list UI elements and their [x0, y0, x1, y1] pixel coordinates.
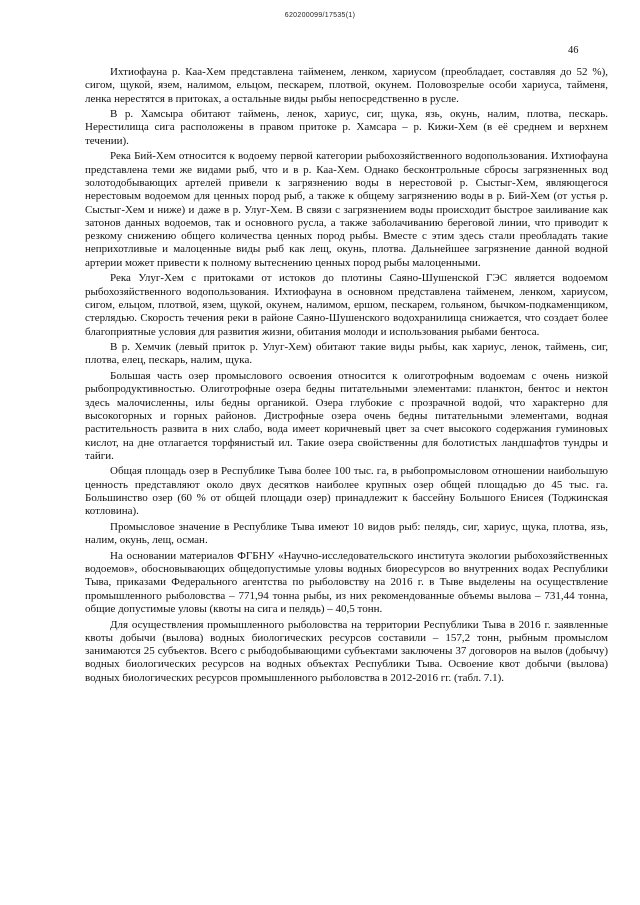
page-number: 46	[568, 45, 579, 56]
document-body	[85, 66, 608, 687]
paragraph-industrial-fishing: Для осуществления промышленного рыболовства на территории Республики Тыва в 2016 г. заявленные квоты добычи (вылова) водных биологических ресурсов составили – 157,2 тонн, рыбным промыслом занимаются 25 субъектов. Всего с рыбодобывающими субъектами заключены 37 договоров на вылов (добычу) водных биологических ресурсов на водных объектах Республики Тыва. Освоение квот добычи (вылова) водных биологических ресурсов промышленного рыболовства в 2012-2016 гг. (табл. 7.1).	[85, 618, 608, 684]
paragraph-lakes-area: Общая площадь озер в Республике Тыва более 100 тыс. га, в рыбопромысловом отношении наибольшую ценность представляют около двух десятков наиболее крупных озер общей площадью до 45 тыс. га. Большинство озер (60 % от общей площади озер) принадлежит к бассейну Большого Енисея (Тоджинская котловина).	[85, 465, 608, 518]
paragraph-lakes-types: Большая часть озер промыслового освоения относится к олиготрофным водоемам с очень низкой рыбопродуктивностью. Олиготрофные озера бедны питательными элементами: планктон, бентос и нектон здесь малочисленны, илы бедны органикой. Озера глубокие с прозрачной водой, что характерно для высокогорных и горных районов. Дистрофные озера очень бедны питательными элементами, водная растительность развита в них слабо, вода имеет коричневый цвет за счет высокого содержания гуминовых кислот, на дне отлагается торфянистый ил. Такие озера свойственны для болотистых ландшафтов тундры и тайги.	[85, 370, 608, 462]
paragraph-ulug-khem: Река Улуг-Хем с притоками от истоков до плотины Саяно-Шушенской ГЭС является водоемом рыбохозяйственного водопользования. Ихтиофауна в основном представлена тайменем, ленком, хариусом, сигом, ельцом, плотвой, язем, щукой, окунем, налимом, ершом, пескарем, гольяном, бычком-подкаменщиком, стерлядью. Скорость течения реки в районе Саяно-Шушенского водохранилища снижается, что создает более благоприятные условия для развития жизни, обитания молоди и использования рыбами бентоса.	[85, 272, 608, 338]
paragraph-quotas-2016: На основании материалов ФГБНУ «Научно-исследовательского института экологии рыбохозяйственных водоемов», обосновывающих общедопустимые уловы водных биоресурсов во внутренних водах Республики Тыва, приказами Федерального агентства по рыболовству на 2016 г. в Тыве выделены на осуществление промышленного рыболовства – 771,94 тонна рыбы, из них рекомендованные объемы вылова – 731,44 тонна, общие допустимые уловы (квоты на сига и пелядь) – 40,5 тонн.	[85, 549, 608, 615]
paragraph-khemchik: В р. Хемчик (левый приток р. Улуг-Хем) обитают такие виды рыбы, как хариус, ленок, таймень, сиг, плотва, елец, пескарь, налим, щука.	[85, 341, 608, 367]
document-id: 620200099/17535(1)	[284, 12, 356, 19]
paragraph-biy-khem: Река Бий-Хем относится к водоему первой категории рыбохозяйственного водопользования. Ихтиофауна представлена теми же видами рыб, что и в р. Каа-Хем. Однако бесконтрольные сбросы загрязненных вод золотодобывающих артелей привели к загрязнению воды в нерестовой р. Сыстыг-Хем, являющегося нерестовым водоемом для ценных пород рыб, а также к общему загрязнению воды в р. Бий-Хем (от устья р. Сыстыг-Хем и ниже) и даже в р. Улуг-Хем. В связи с загрязнением воды происходит быстрое заиливание как затонов данных водоемов, так и основного русла, а также заболачиванию береговой линии, что приводит к резкому снижению общего количества ценных пород рыбы. Вместе с этим здесь стали преобладать такие неприхотливые и малоценные виды рыб как лещ, окунь, плотва. Дальнейшее загрязнение данной водной артерии может привести к полному вытеснению ценных пород рыбы малоценными.	[85, 150, 608, 269]
paragraph-commercial-species: Промысловое значение в Республике Тыва имеют 10 видов рыб: пелядь, сиг, хариус, щука, плотва, язь, налим, окунь, лещ, осман.	[85, 520, 608, 547]
paragraph-kaa-khem: Ихтиофауна р. Каа-Хем представлена тайменем, ленком, хариусом (преобладает, составляя до 52 %), сигом, щукой, язем, налимом, ельцом, пескарем, плотвой, окунем. Половозрелые особи хариуса, тайменя, ленка нерестятся в притоках, а остальные виды рыбы непосредственно в русле.	[85, 66, 608, 105]
paragraph-khamsyra: В р. Хамсыра обитают таймень, ленок, хариус, сиг, щука, язь, окунь, налим, плотва, пескарь. Нерестилища сига расположены в правом притоке р. Хамсара – р. Кижи-Хем (в её среднем и верхнем течении).	[85, 108, 608, 147]
